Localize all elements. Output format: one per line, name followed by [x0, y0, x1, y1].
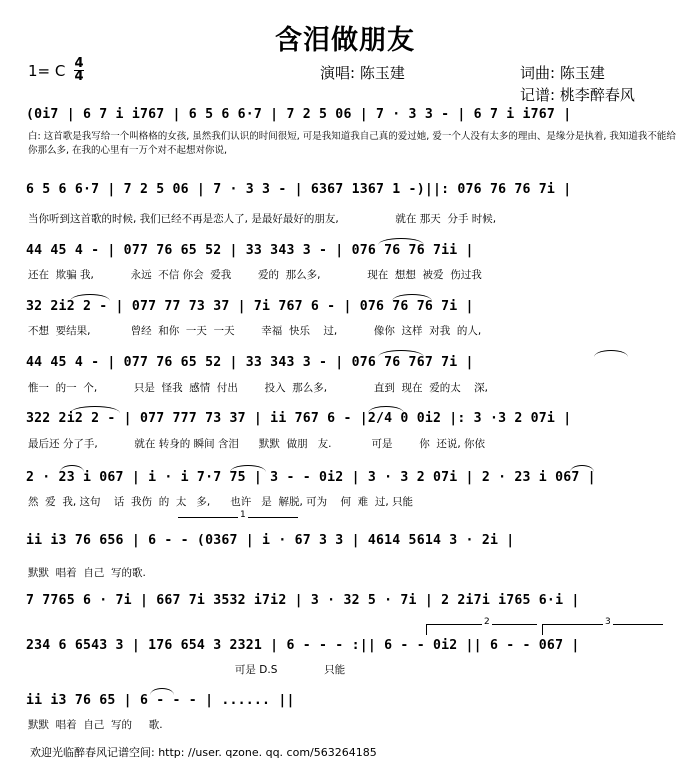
repeat-bracket-number: 3	[605, 617, 611, 627]
score-row-4-lyrics: 不想 要结果, 曾经 和你 一天 一天 幸福 快乐 过, 像你 这样 对我 的人,	[28, 325, 482, 337]
score-row-2-notes: 6 5 6 6·7 | 7 2 5 06 | 7 · 3 3 - | 6367 1367 1 -)||: 076 76 76 7i |	[26, 182, 572, 197]
slur-mark	[594, 350, 628, 357]
slur-mark	[60, 465, 84, 472]
slur-mark	[378, 350, 424, 357]
score-row-11-lyrics: 默默 唱着 自己 写的 歌.	[28, 719, 163, 731]
slur-mark	[368, 406, 404, 413]
slur-mark	[392, 294, 432, 301]
repeat-bracket-number: 1	[240, 510, 246, 520]
score-row-11-notes: ii i3 76 65 | 6 - - - | ...... ||	[26, 693, 295, 708]
score-row-9-notes: 7 7765 6 · 7i | 667 7i 3532 i7i2 | 3 · 32 5 · 7i | 2 2i7i i765 6·i |	[26, 593, 580, 608]
time-signature-top: 4	[74, 56, 84, 71]
score-row-6-notes: 322 2i2 2 - | 077 777 73 37 | ii 767 6 - |2/4 0 0i2 |: 3 ·3 2 07i |	[26, 411, 572, 426]
composer-credit: 词曲: 陈玉建	[520, 64, 605, 82]
footer-credit: 欢迎光临醉春风记谱空间: http: //user. qzone. qq. com/563264185	[30, 746, 377, 759]
slur-mark	[150, 688, 174, 695]
slur-mark	[570, 465, 594, 472]
slur-mark	[70, 406, 120, 413]
score-row-7-lyrics: 然 爱 我, 这句 话 我伤 的 太 多, 也许 是 解脱, 可为 何 难 过, 只能	[28, 496, 414, 508]
key-signature: 1= C	[28, 62, 66, 80]
score-row-4-notes: 32 2i2 2 - | 077 77 73 37 | 7i 767 6 - | 076 76 76 7i |	[26, 299, 474, 314]
repeat-bracket-3	[542, 617, 663, 635]
singer-credit: 演唱: 陈玉建	[320, 64, 405, 82]
transcriber-credit: 记谱: 桃李醉春风	[520, 86, 635, 104]
repeat-bracket-2	[426, 617, 537, 635]
slur-mark	[70, 294, 110, 301]
repeat-bracket-number: 2	[484, 617, 490, 627]
score-row-6-lyrics: 最后还 分了手, 就在 转身的 瞬间 含泪 默默 做朋 友. 可是 你 还说, 你依	[28, 438, 486, 450]
score-row-8-notes: ii i3 76 656 | 6 - - (0367 | i · 67 3 3 | 4614 5614 3 · 2i |	[26, 533, 515, 548]
score-row-2-lyrics: 当你听到这首歌的时候, 我们已经不再是恋人了, 是最好最好的朋友, 就在 那天 分手 时候,	[28, 213, 497, 225]
time-signature-bottom: 4	[74, 69, 84, 84]
score-row-1-notes: (0i7 | 6 7 i i767 | 6 5 6 6·7 | 7 2 5 06 | 7 · 3 3 - | 6 7 i i767 |	[26, 107, 572, 122]
score-row-10-notes: 234 6 6543 3 | 176 654 3 2321 | 6 - - - :|| 6 - - 0i2 || 6 - - 067 |	[26, 638, 580, 653]
score-row-10-lyrics: 可是 D.S 只能	[28, 664, 346, 676]
slur-mark	[378, 238, 424, 245]
score-row-3-lyrics: 还在 欺骗 我, 永远 不信 你会 爱我 爱的 那么多, 现在 想想 被爱 伤过我	[28, 269, 482, 281]
time-signature	[74, 58, 84, 83]
song-title: 含泪做朋友	[275, 25, 415, 56]
score-row-5-notes: 44 45 4 - | 077 76 65 52 | 33 343 3 - | 076 76 767 7i |	[26, 355, 474, 370]
score-row-8-lyrics: 默默 唱着 自己 写的歌.	[28, 567, 146, 579]
slur-mark	[230, 465, 266, 472]
score-row-3-notes: 44 45 4 - | 077 76 65 52 | 33 343 3 - | 076 76 76 7ii |	[26, 243, 474, 258]
score-row-5-lyrics: 惟一 的一 个, 只是 怪我 感情 付出 投入 那么多, 直到 现在 爱的太 深,	[28, 382, 488, 394]
score-row-7-notes: 2 · 23 i 067 | i · i 7·7 75 | 3 - - 0i2 | 3 · 3 2 07i | 2 · 23 i 067 |	[26, 470, 596, 485]
spoken-intro-text: 白: 这首歌是我写给一个叫格格的女孩, 虽然我们认识的时间很短, 可是我知道我自己真的爱过她, 爱一个人没有太多的理由、是缘分是执着, 我知道我不能给你那么多, 在我的心里有一万个对不起想对你说,	[28, 131, 676, 156]
repeat-bracket-1	[178, 510, 298, 528]
